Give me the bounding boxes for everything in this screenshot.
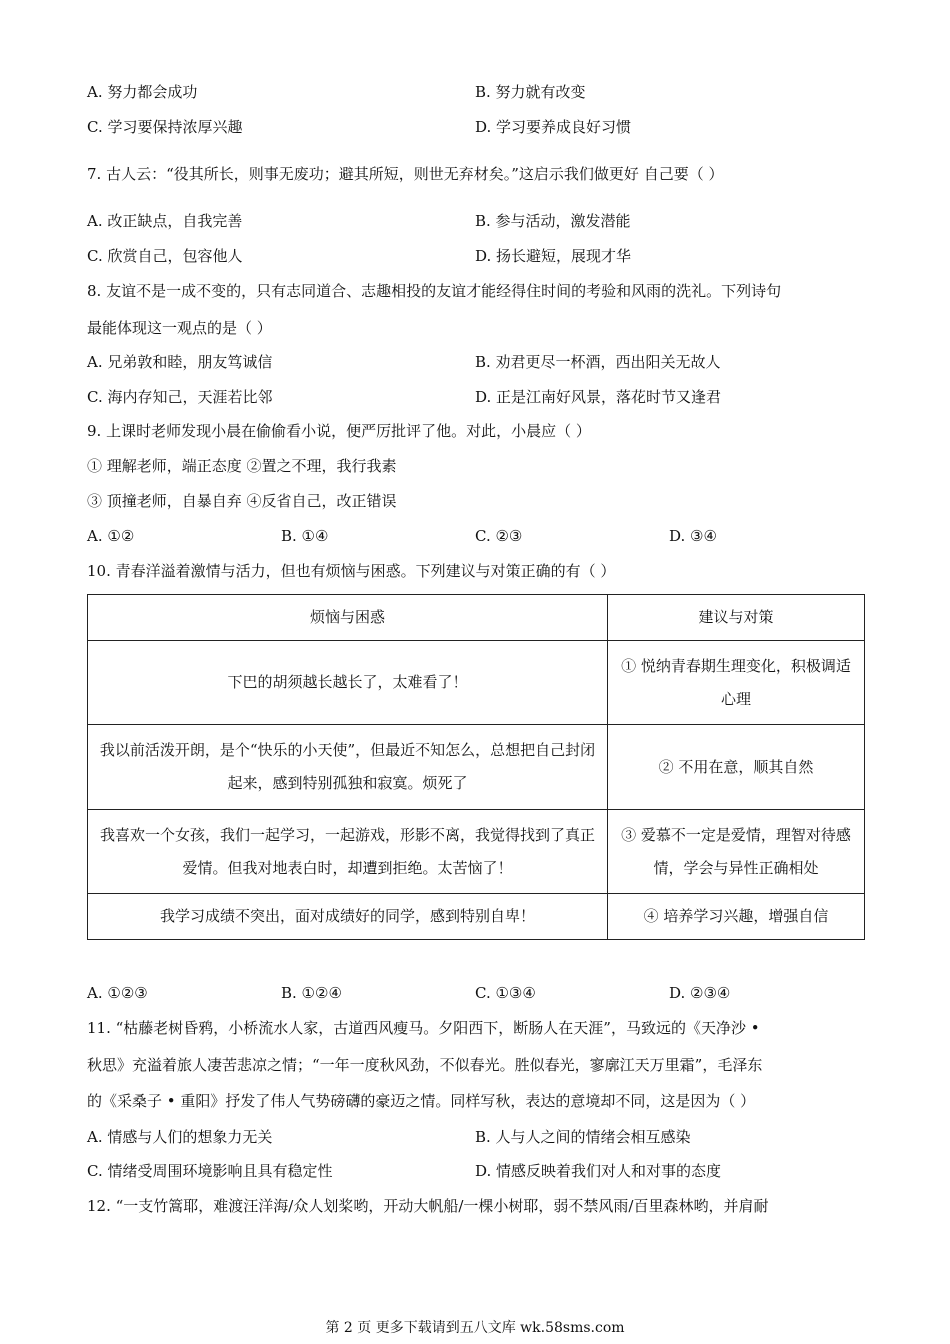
q11-option-a: A. 情感与人们的想象力无关 [87,1128,273,1146]
q8-option-b: B. 劝君更尽一杯酒，西出阳关无故人 [475,353,721,371]
q9-option-b: B. ①④ [281,527,329,545]
q11-option-d: D. 情感反映着我们对人和对事的态度 [475,1162,722,1180]
q6-option-d: D. 学习要养成良好习惯 [475,118,632,136]
q7-option-b: B. 参与活动，激发潜能 [475,212,631,230]
table-row [88,641,865,725]
q11-stem-line1: 11. “枯藤老树昏鸦，小桥流水人家，古道西风瘦马。夕阳西下，断肠人在天涯”，马致远的《天净沙 • [87,1019,760,1037]
q10-stem: 10. 青春洋溢着激情与活力，但也有烦恼与困惑。下列建议与对策正确的有（ ） [87,562,616,580]
q9-items-2: ③ 顶撞老师，自暴自弃 ④反省自己，改正错误 [87,492,397,510]
table-header-trouble: 烦恼与困惑 [88,595,608,641]
row1-advice: ① 悦纳青春期生理变化，积极调适心理 [608,641,865,725]
q12-stem-line1: 12. “一支竹篙耶，难渡汪洋海/众人划桨哟，开动大帆船/一棵小树耶，弱不禁风雨/百里森林哟，并肩耐 [87,1197,769,1215]
q10-option-c: C. ①③④ [475,984,536,1002]
q10-option-b: B. ①②④ [281,984,342,1002]
q11-option-b: B. 人与人之间的情绪会相互感染 [475,1128,691,1146]
q8-option-d: D. 正是江南好风景，落花时节又逢君 [475,388,722,406]
row1-trouble: 下巴的胡须越长越长了，太难看了！ [88,641,608,725]
q9-option-c: C. ②③ [475,527,523,545]
q6-option-c: C. 学习要保持浓厚兴趣 [87,118,243,136]
row4-advice: ④ 培养学习兴趣，增强自信 [608,894,865,940]
q8-stem-line1: 8. 友谊不是一成不变的，只有志同道合、志趣相投的友谊才能经得住时间的考验和风雨的洗礼。下列诗句 [87,282,782,300]
row2-advice: ② 不用在意，顺其自然 [608,725,865,810]
q10-table [87,594,865,940]
row3-trouble: 我喜欢一个女孩，我们一起学习，一起游戏，形影不离，我觉得找到了真正 爱情。但我对地表白时，却遭到拒绝。太苦恼了！ [88,810,608,894]
q9-option-d: D. ③④ [669,527,717,545]
q8-option-a: A. 兄弟敦和睦，朋友笃诚信 [87,353,273,371]
row3-advice: ③ 爱慕不一定是爱情，理智对待感情，学会与异性正确相处 [608,810,865,894]
table-row [88,725,865,810]
table-header-row [88,595,865,641]
q7-stem: 7. 古人云：“役其所长，则事无废功；避其所短，则世无弃材矣。”这启示我们做更好 自己要（ ） [87,165,724,183]
q10-option-d: D. ②③④ [669,984,731,1002]
q9-stem: 9. 上课时老师发现小晨在偷偷看小说，便严厉批评了他。对此，小晨应（ ） [87,422,591,440]
q7-option-c: C. 欣赏自己，包容他人 [87,247,243,265]
q8-stem-line2: 最能体现这一观点的是（ ） [87,319,272,337]
row2-trouble: 我以前活泼开朗，是个“快乐的小天使”，但最近不知怎么，总想把自己封闭起来，感到特别孤独和寂寞。烦死了 [88,725,608,810]
q11-stem-line2: 秋思》充溢着旅人凄苦悲凉之情；“一年一度秋风劲，不似春光。胜似春光，寥廓江天万里霜”，毛泽东 [87,1056,763,1074]
table-row [88,810,865,894]
table-row [88,894,865,940]
q11-stem-line3: 的《采桑子 • 重阳》抒发了伟人气势磅礴的豪迈之情。同样写秋，表达的意境却不同，这是因为（ ） [87,1092,756,1110]
q6-option-a: A. 努力都会成功 [87,83,198,101]
table-header-advice: 建议与对策 [608,595,865,641]
page-footer: 第 2 页 更多下载请到五八文库 wk.58sms.com [325,1320,625,1336]
q9-option-a: A. ①② [87,527,135,545]
q9-items-1: ① 理解老师，端正态度 ②置之不理，我行我素 [87,457,397,475]
q8-option-c: C. 海内存知己，天涯若比邻 [87,388,273,406]
q10-option-a: A. ①②③ [87,984,148,1002]
q11-option-c: C. 情绪受周围环境影响且具有稳定性 [87,1162,333,1180]
row4-trouble: 我学习成绩不突出，面对成绩好的同学，感到特别自卑！ [88,894,608,940]
q7-option-a: A. 改正缺点，自我完善 [87,212,243,230]
q6-option-b: B. 努力就有改变 [475,83,586,101]
q7-option-d: D. 扬长避短，展现才华 [475,247,632,265]
